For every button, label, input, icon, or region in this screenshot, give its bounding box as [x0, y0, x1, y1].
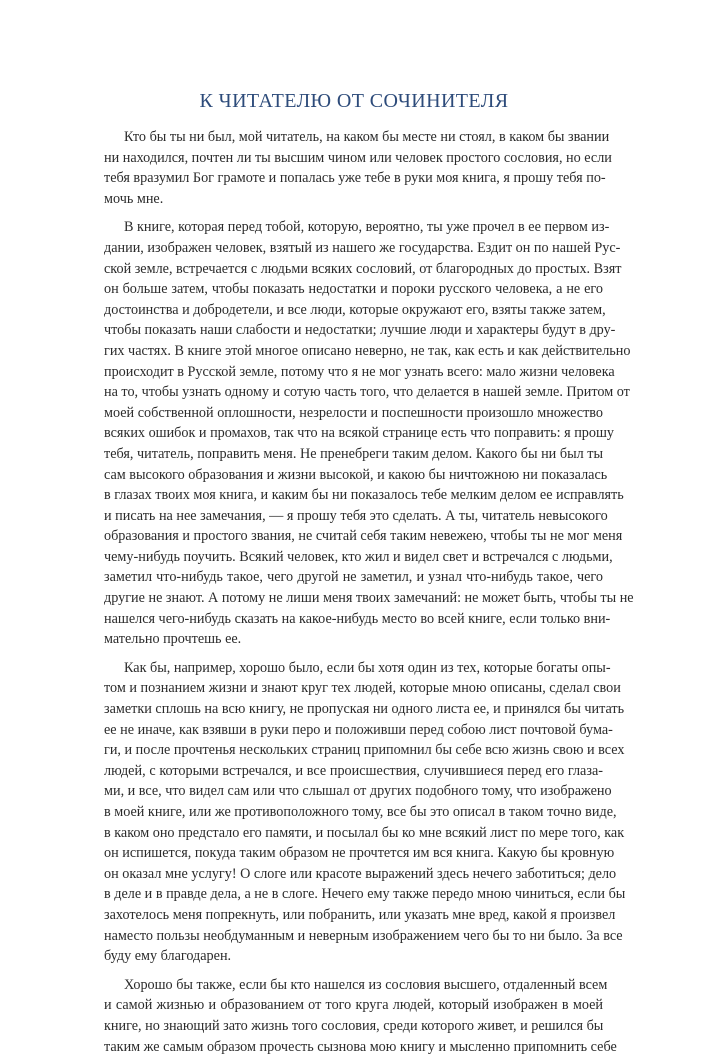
text-line: на то, чтобы узнать одному и сотую часть того, что делается в нашей земле. Притом от [104, 384, 630, 401]
paragraph [104, 658, 626, 967]
text-line: наместо пользы необдуманным и неверным изображением чего бы то ни было. За все [104, 927, 623, 944]
text-line: происходит в Русской земле, потому что я не мог узнать всего: мало жизни человека [104, 363, 615, 380]
text-line: нашелся чего-нибудь сказать на какое-нибудь место во всей книге, если только вни- [104, 610, 611, 627]
paragraph [104, 975, 617, 1057]
text-line: достоинства и добродетели, и все люди, которые окружают его, взяты также затем, [104, 301, 606, 318]
text-line: другие не знают. А потому не лиши меня твоих замечаний: не может быть, чтобы ты не [104, 590, 634, 607]
text-line: он оказал мне услугу! О слоге или красоте выражений здесь нечего заботиться; дело [104, 865, 617, 882]
text-line: таким же самым образом прочесть сызнова мою книгу и мысленно припомнить себе [104, 1038, 617, 1055]
chapter-title: К ЧИТАТЕЛЮ ОТ СОЧИНИТЕЛЯ [199, 90, 509, 112]
text-line: дании, изображен человек, взятый из нашего же государства. Ездит он по нашей Рус- [104, 239, 621, 256]
text-line: ни находился, почтен ли ты высшим чином или человек простого сословия, но если [104, 149, 612, 166]
text-line: заметки сплошь на всю книгу, не пропуская ни одного листа ее, и принялся бы читать [104, 701, 625, 718]
text-line: гих частях. В книге этой многое описано неверно, не так, как есть и как действительно [104, 342, 631, 359]
text-line: сам высокого образования и жизни высокой, и какою бы ничтожною ни показалась [104, 466, 608, 483]
text-line: чему-нибудь поучить. Всякий человек, кто жил и видел свет и встречался с людьми, [104, 548, 613, 565]
paragraph-gap [104, 967, 603, 975]
text-line: захотелось меня попрекнуть, или побранить, или указать мне вред, какой я произвел [104, 906, 616, 923]
text-line: мательно прочтешь ее. [104, 631, 242, 648]
text-line: ее не иначе, как взявши в руки перо и положивши перед собою лист почтовой бума- [104, 721, 613, 738]
text-line: тебя, читатель, поправить меня. Не пренебреги таким делом. Какого бы ни был ты [104, 445, 603, 462]
paragraph [104, 127, 612, 209]
text-line: буду ему благодарен. [104, 948, 232, 965]
text-line: он испишется, покуда таким образом не прочтется им вся книга. Какую бы кровную [104, 845, 615, 862]
text-line: и писать на нее замечания, — я прошу тебя это сделать. А ты, читатель невысокого [104, 507, 608, 524]
text-line: чтобы показать наши слабости и недостатки; лучшие люди и характеры будут в дру- [104, 322, 616, 339]
text-line: В книге, которая перед тобой, которую, вероятно, ты уже прочел в ее первом из- [124, 219, 610, 236]
text-line: и самой жизнью и образованием от того круга людей, который изображен в моей [104, 997, 603, 1014]
text-line: всяких ошибок и промахов, так что на всякой странице есть что поправить: я прошу [104, 425, 615, 442]
text-line: ги, и после прочтенья нескольких страниц припомнил бы себе всю жизнь свою и всех [104, 742, 625, 759]
text-line: в деле и в правде дела, а не в слоге. Нечего ему также передо мною чиниться, если бы [104, 886, 626, 903]
text-line: в глазах твоих моя книга, и каким бы ни показалось тебе мелким делом ее исправлять [104, 487, 624, 504]
text-line: книге, но знающий зато жизнь того сословия, среди которого живет, и решился бы [104, 1017, 604, 1034]
text-line: ской земле, встречается с людьми всяких сословий, от благородных до простых. Взят [104, 260, 622, 277]
text-line: мочь мне. [104, 190, 164, 207]
body-text [104, 127, 634, 1057]
text-line: моей собственной оплошности, незрелости и поспешности произошло множество [104, 404, 603, 421]
text-line: ми, и все, что видел сам или что слышал от других подобного тому, что изображено [104, 783, 612, 800]
text-line: том и познанием жизни и знают круг тех людей, которые мною описаны, сделал свои [104, 680, 621, 697]
text-line: людей, с которыми встречался, и все происшествия, случившиеся перед его глаза- [104, 762, 603, 779]
paragraph-gap [104, 209, 603, 217]
text-line: Хорошо бы также, если бы кто нашелся из сословия высшего, отдаленный всем [124, 976, 608, 993]
paragraph [104, 217, 634, 649]
text-line: образования и простого звания, не считай себя таким невежею, чтобы ты не мог меня [104, 528, 623, 545]
text-line: Как бы, например, хорошо было, если бы хотя один из тех, которые богаты опы- [124, 659, 611, 676]
text-line: в моей книге, или же противоположного тому, все бы это описал в таком точно виде, [104, 804, 617, 820]
text-line: Кто бы ты ни был, мой читатель, на каком бы месте ни стоял, в каком бы звании [124, 129, 610, 145]
text-line: заметил что-нибудь такое, чего другой не заметил, и узнал что-нибудь такое, чего [104, 569, 603, 586]
paragraph-gap [104, 650, 603, 658]
text-line: он больше затем, чтобы показать недостатки и пороки русского человека, а не его [104, 281, 603, 298]
text-line: в каком оно предстало его памяти, и посылал бы ко мне всякий лист по мере того, как [104, 824, 625, 841]
text-line: тебя вразумил Бог грамоте и попалась уже тебе в руки моя книга, я прошу тебя по- [104, 170, 606, 187]
